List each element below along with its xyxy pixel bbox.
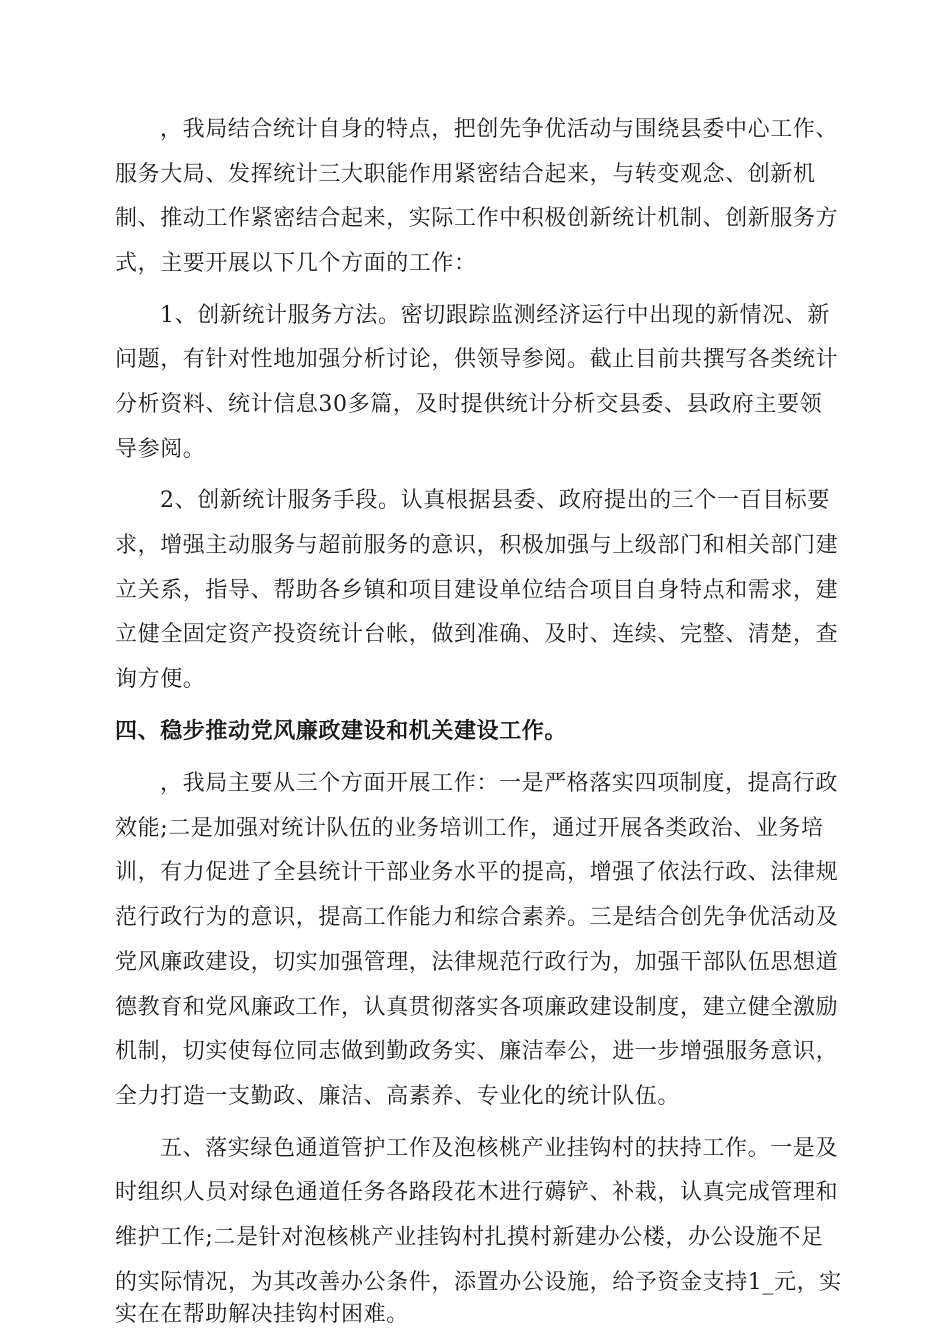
- paragraph-4-line-1: ，我局主要从三个方面开展工作：一是严格落实四项制度，提高行政: [160, 771, 839, 796]
- paragraph-2-line-2: 问题，有针对性地加强分析讨论，供领导参阅。截止目前共撰写各类统计: [115, 347, 839, 372]
- paragraph-5-line-2: 时组织人员对绿色通道任务各路段花木进行薅铲、补栽，认真完成管理和: [115, 1180, 839, 1205]
- paragraph-2-line-4: 导参阅。: [115, 437, 206, 462]
- paragraph-4-line-7: 机制，切实使每位同志做到勤政务实、廉洁奉公，进一步增强服务意识，: [115, 1039, 839, 1064]
- paragraph-4-line-2: 效能;二是加强对统计队伍的业务培训工作，通过开展各类政治、业务培: [115, 816, 824, 841]
- paragraph-4-line-5: 党风廉政建设，切实加强管理，法律规范行政行为，加强干部队伍思想道: [115, 950, 839, 975]
- paragraph-4-line-6: 德教育和党风廉政工作，认真贯彻落实各项廉政建设制度，建立健全激励: [115, 995, 839, 1020]
- paragraph-1-line-4: 式，主要开展以下几个方面的工作：: [115, 251, 477, 276]
- paragraph-5-line-5: 实在在帮助解决挂钩村困难。: [115, 1302, 409, 1327]
- paragraph-5-line-3: 维护工作;二是针对泡核桃产业挂钩村扎摸村新建办公楼，办公设施不足: [115, 1225, 824, 1250]
- paragraph-2-line-1: 1、创新统计服务方法。密切跟踪监测经济运行中出现的新情况、新: [160, 303, 830, 328]
- paragraph-3-line-1: 2、创新统计服务手段。认真根据县委、政府提出的三个一百目标要: [160, 488, 830, 513]
- paragraph-1-line-1: ，我局结合统计自身的特点，把创先争优活动与围绕县委中心工作、: [160, 117, 839, 142]
- paragraph-4-line-8: 全力打造一支勤政、廉洁、高素养、专业化的统计队伍。: [115, 1084, 681, 1109]
- paragraph-1-line-2: 服务大局、发挥统计三大职能作用紧密结合起来，与转变观念、创新机: [115, 162, 816, 187]
- paragraph-2-line-3: 分析资料、统计信息30多篇，及时提供统计分析交县委、县政府主要领: [115, 392, 823, 417]
- paragraph-4-line-4: 范行政行为的意识，提高工作能力和综合素养。三是结合创先争优活动及: [115, 905, 839, 930]
- paragraph-4-line-3: 训，有力促进了全县统计干部业务水平的提高，增强了依法行政、法律规: [115, 860, 839, 885]
- paragraph-3-line-3: 立关系，指导、帮助各乡镇和项目建设单位结合项目自身特点和需求，建: [115, 578, 839, 603]
- paragraph-3-line-5: 询方便。: [115, 667, 206, 692]
- section-heading-4: 四、稳步推动党风廉政建设和机关建设工作。: [115, 719, 568, 744]
- paragraph-3-line-4: 立健全固定资产投资统计台帐，做到准确、及时、连续、完整、清楚，查: [115, 622, 839, 647]
- paragraph-5-line-4: 的实际情况，为其改善办公条件，添置办公设施，给予资金支持1_元，实: [115, 1270, 842, 1295]
- paragraph-3-line-2: 求，增强主动服务与超前服务的意识，积极加强与上级部门和相关部门建: [115, 533, 839, 558]
- paragraph-1-line-3: 制、推动工作紧密结合起来，实际工作中积极创新统计机制、创新服务方: [115, 206, 839, 231]
- paragraph-5-line-1: 五、落实绿色通道管护工作及泡核桃产业挂钩村的扶持工作。一是及: [160, 1136, 839, 1161]
